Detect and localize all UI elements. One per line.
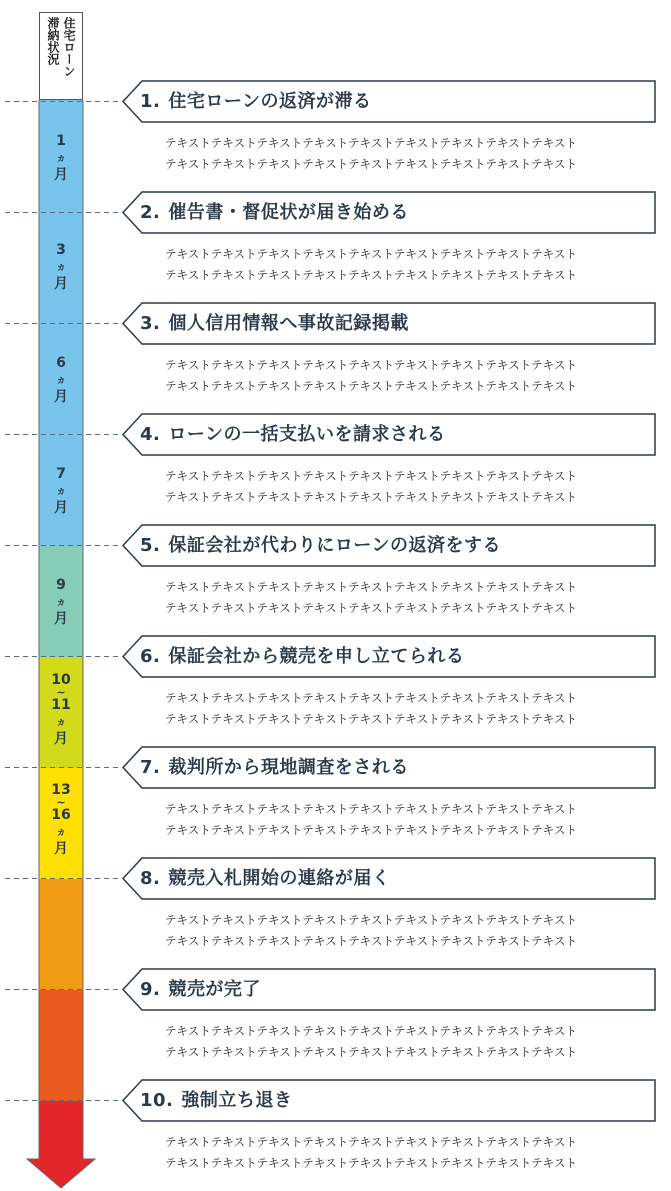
- month-range-sep: ~: [56, 796, 66, 809]
- header-label: [39, 12, 83, 100]
- month-number: 13: [51, 782, 71, 798]
- step-number: 9.: [140, 979, 161, 1000]
- step-description: [165, 799, 625, 841]
- step-description-line-1: テキストテキストテキストテキストテキストテキストテキストテキストテキスト: [165, 1135, 577, 1149]
- step-description-line-2: テキストテキストテキストテキストテキストテキストテキストテキストテキスト: [165, 268, 577, 282]
- step-title: [140, 968, 261, 1011]
- step-description-line-2: テキストテキストテキストテキストテキストテキストテキストテキストテキスト: [165, 1045, 577, 1059]
- step-description-line-1: テキストテキストテキストテキストテキストテキストテキストテキストテキスト: [165, 136, 577, 150]
- step-box: [122, 746, 656, 789]
- month-number: 7: [56, 466, 66, 482]
- step-number: 7.: [140, 757, 161, 778]
- step-description: [165, 355, 625, 397]
- month-unit: ヵ: [56, 262, 66, 273]
- month-number: 1: [56, 133, 66, 149]
- header-line-2: 滞納状況: [46, 17, 60, 65]
- timeline-arrow-head: [27, 1159, 95, 1188]
- step-title: [140, 413, 446, 456]
- month-label: [39, 782, 83, 857]
- step-description: [165, 688, 625, 730]
- step-description-line-1: テキストテキストテキストテキストテキストテキストテキストテキストテキスト: [165, 1024, 577, 1038]
- step-description-line-1: テキストテキストテキストテキストテキストテキストテキストテキストテキスト: [165, 691, 577, 705]
- step-description-line-2: テキストテキストテキストテキストテキストテキストテキストテキストテキスト: [165, 490, 577, 504]
- step-title-text: 競売が完了: [168, 979, 261, 1000]
- step-title: [140, 524, 501, 567]
- step-number: 1.: [140, 91, 161, 112]
- month-unit: ヵ: [56, 486, 66, 497]
- step-title: [140, 80, 372, 123]
- step-title-text: 住宅ローンの返済が滞る: [168, 91, 372, 112]
- step-title: [140, 1079, 292, 1122]
- step-title-text: 強制立ち退き: [181, 1090, 293, 1111]
- step-description-line-1: テキストテキストテキストテキストテキストテキストテキストテキストテキスト: [165, 802, 577, 816]
- month-label: [39, 466, 83, 516]
- step-number: 8.: [140, 868, 161, 889]
- step-description-line-2: テキストテキストテキストテキストテキストテキストテキストテキストテキスト: [165, 934, 577, 948]
- month-number: 9: [56, 577, 66, 593]
- month-suffix: 月: [54, 611, 68, 627]
- month-suffix: 月: [54, 167, 68, 183]
- step-description-line-2: テキストテキストテキストテキストテキストテキストテキストテキストテキスト: [165, 712, 577, 726]
- header-line-1: 住宅ローン: [62, 17, 76, 77]
- step-description: [165, 466, 625, 508]
- step-description-line-2: テキストテキストテキストテキストテキストテキストテキストテキストテキスト: [165, 823, 577, 837]
- month-suffix: 月: [54, 389, 68, 405]
- month-suffix: 月: [54, 500, 68, 516]
- month-suffix: 月: [54, 731, 68, 747]
- step-description-line-1: テキストテキストテキストテキストテキストテキストテキストテキストテキスト: [165, 247, 577, 261]
- step-box: [122, 857, 656, 900]
- month-label: [39, 672, 83, 747]
- step-number: 5.: [140, 535, 161, 556]
- month-number: 6: [56, 355, 66, 371]
- timeline-segment: [39, 879, 83, 991]
- step-title: [140, 635, 464, 678]
- step-box: [122, 635, 656, 678]
- step-title-text: 保証会社から競売を申し立てられる: [168, 646, 465, 667]
- month-suffix: 月: [54, 276, 68, 292]
- step-title-text: 個人信用情報へ事故記録掲載: [168, 313, 409, 334]
- step-box: [122, 1079, 656, 1122]
- month-label: [39, 355, 83, 405]
- month-label: [39, 577, 83, 627]
- step-box: [122, 302, 656, 345]
- step-description: [165, 244, 625, 286]
- step-box: [122, 413, 656, 456]
- step-box: [122, 80, 656, 123]
- step-box: [122, 968, 656, 1011]
- step-number: 2.: [140, 202, 161, 223]
- month-number: 10: [51, 672, 71, 688]
- month-number-end: 11: [51, 697, 71, 713]
- step-description-line-1: テキストテキストテキストテキストテキストテキストテキストテキストテキスト: [165, 469, 577, 483]
- month-label: [39, 133, 83, 183]
- step-title-text: ローンの一括支払いを請求される: [168, 424, 446, 445]
- step-number: 6.: [140, 646, 161, 667]
- step-number: 10.: [140, 1090, 174, 1111]
- step-title-text: 保証会社が代わりにローンの返済をする: [168, 535, 502, 556]
- step-description: [165, 133, 625, 175]
- month-number: 3: [56, 242, 66, 258]
- month-range-sep: ~: [56, 686, 66, 699]
- step-description-line-2: テキストテキストテキストテキストテキストテキストテキストテキストテキスト: [165, 601, 577, 615]
- step-title-text: 裁判所から現地調査をされる: [168, 757, 409, 778]
- step-title: [140, 857, 390, 900]
- step-title-text: 競売入札開始の連絡が届く: [168, 868, 391, 889]
- step-description-line-2: テキストテキストテキストテキストテキストテキストテキストテキストテキスト: [165, 379, 577, 393]
- step-title-text: 催告書・督促状が届き始める: [168, 202, 409, 223]
- step-number: 4.: [140, 424, 161, 445]
- step-description: [165, 910, 625, 952]
- step-description: [165, 577, 625, 619]
- step-description-line-2: テキストテキストテキストテキストテキストテキストテキストテキストテキスト: [165, 1156, 577, 1170]
- step-title: [140, 746, 409, 789]
- month-unit: ヵ: [56, 717, 66, 728]
- month-number-end: 16: [51, 807, 71, 823]
- step-description: [165, 1132, 625, 1174]
- step-number: 3.: [140, 313, 161, 334]
- step-box: [122, 191, 656, 234]
- month-label: [39, 242, 83, 292]
- timeline-segment: [39, 1101, 83, 1161]
- step-title: [140, 191, 409, 234]
- month-unit: ヵ: [56, 827, 66, 838]
- month-unit: ヵ: [56, 597, 66, 608]
- step-description-line-2: テキストテキストテキストテキストテキストテキストテキストテキストテキスト: [165, 157, 577, 171]
- step-description-line-1: テキストテキストテキストテキストテキストテキストテキストテキストテキスト: [165, 580, 577, 594]
- month-unit: ヵ: [56, 375, 66, 386]
- timeline-segment: [39, 990, 83, 1102]
- month-suffix: 月: [54, 841, 68, 857]
- step-description-line-1: テキストテキストテキストテキストテキストテキストテキストテキストテキスト: [165, 913, 577, 927]
- month-unit: ヵ: [56, 153, 66, 164]
- step-description: [165, 1021, 625, 1063]
- step-description-line-1: テキストテキストテキストテキストテキストテキストテキストテキストテキスト: [165, 358, 577, 372]
- step-box: [122, 524, 656, 567]
- step-title: [140, 302, 409, 345]
